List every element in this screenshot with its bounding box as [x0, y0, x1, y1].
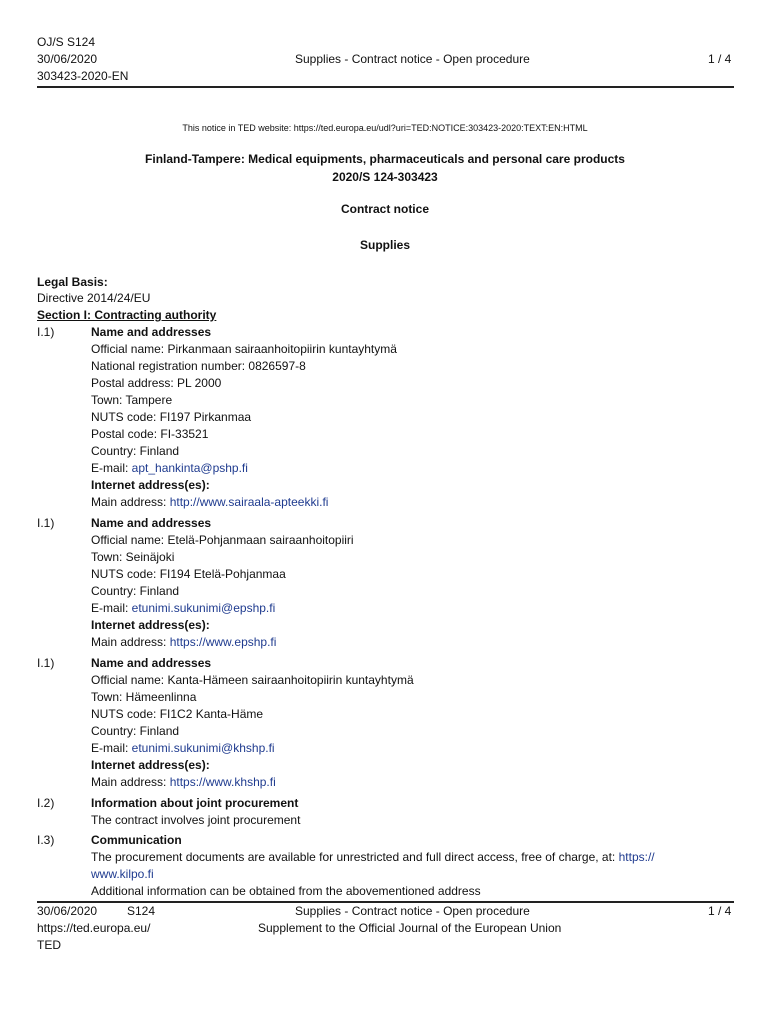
communication-num: I.3) [37, 833, 55, 847]
authority-1-town: Town: Tampere [91, 393, 173, 407]
authority-2-main-link[interactable]: https://www.epshp.fi [169, 635, 277, 649]
authority-2-official-name: Official name: Etelä-Pohjanmaan sairaanhoitopiiri [91, 533, 354, 547]
legal-basis-value: Directive 2014/24/EU [37, 291, 151, 305]
ted-notice-line [0, 123, 770, 133]
email-label: E-mail: [91, 601, 132, 615]
authority-1-num: I.1) [37, 325, 55, 339]
authority-1-postal-code: Postal code: FI-33521 [91, 427, 209, 441]
communication-url-part2[interactable]: www.kilpo.fi [91, 867, 154, 881]
notice-number: 2020/S 124-303423 [332, 170, 438, 184]
footer-supplement: Supplement to the Official Journal of the European Union [258, 921, 562, 935]
authority-1-main-line [91, 495, 328, 509]
ted-notice-prefix: This notice in TED website: [182, 123, 294, 133]
ted-notice-url[interactable]: https://ted.europa.eu/udl?uri=TED:NOTICE:303423-2020:TEXT:EN:HTML [293, 123, 588, 133]
authority-3-town: Town: Hämeenlinna [91, 690, 197, 704]
authority-1-official-name: Official name: Pirkanmaan sairaanhoitopiirin kuntayhtymä [91, 342, 397, 356]
authority-2-town: Town: Seinäjoki [91, 550, 175, 564]
footer-date: 30/06/2020 [37, 904, 98, 918]
section-title: Section I: Contracting authority [37, 308, 217, 322]
footer-ted: TED [37, 938, 61, 952]
main-address-label: Main address: [91, 495, 170, 509]
joint-num: I.2) [37, 796, 55, 810]
notice-type: Contract notice [340, 202, 429, 216]
authority-2-internet-label: Internet address(es): [91, 618, 210, 632]
authority-3-internet-label: Internet address(es): [91, 758, 210, 772]
authority-1-country: Country: Finland [91, 444, 180, 458]
footer-url[interactable]: https://ted.europa.eu/ [37, 921, 151, 935]
email-label: E-mail: [91, 461, 132, 475]
authority-1-heading: Name and addresses [91, 325, 212, 339]
authority-2-email-link[interactable]: etunimi.sukunimi@epshp.fi [131, 601, 276, 615]
authority-1-postal-address: Postal address: PL 2000 [91, 376, 222, 390]
authority-3-email-link[interactable]: etunimi.sukunimi@khshp.fi [131, 741, 275, 755]
header-rule [37, 86, 734, 88]
authority-1-reg-number: National registration number: 0826597-8 [91, 359, 306, 373]
main-address-label: Main address: [91, 775, 170, 789]
authority-3-heading: Name and addresses [91, 656, 212, 670]
header-title: Supplies - Contract notice - Open procedure [295, 52, 530, 66]
email-label: E-mail: [91, 741, 132, 755]
authority-1-main-link[interactable]: http://www.sairaala-apteekki.fi [169, 495, 329, 509]
communication-additional: Additional information can be obtained from the abovementioned address [91, 884, 481, 898]
authority-3-official-name: Official name: Kanta-Hämeen sairaanhoitopiirin kuntayhtymä [91, 673, 414, 687]
legal-basis-label: Legal Basis: [37, 275, 108, 289]
communication-heading: Communication [91, 833, 182, 847]
authority-3-main-line [91, 775, 276, 789]
contract-type: Supplies [359, 238, 410, 252]
main-address-label: Main address: [91, 635, 170, 649]
communication-text-line [91, 850, 655, 864]
header-date: 30/06/2020 [37, 52, 98, 66]
doc-number: 303423-2020-EN [37, 69, 129, 83]
communication-text: The procurement documents are available for unrestricted and full direct access, free of charge, at: [91, 850, 619, 864]
authority-3-num: I.1) [37, 656, 55, 670]
authority-2-num: I.1) [37, 516, 55, 530]
joint-text: The contract involves joint procurement [91, 813, 301, 827]
journal-issue: OJ/S S124 [37, 35, 96, 49]
authority-1-email-link[interactable]: apt_hankinta@pshp.fi [131, 461, 248, 475]
authority-1-nuts: NUTS code: FI197 Pirkanmaa [91, 410, 252, 424]
authority-2-nuts: NUTS code: FI194 Etelä-Pohjanmaa [91, 567, 286, 581]
authority-3-country: Country: Finland [91, 724, 180, 738]
footer-page: 1 / 4 [708, 904, 732, 918]
footer-issue: S124 [127, 904, 156, 918]
authority-3-main-link[interactable]: https://www.khshp.fi [169, 775, 276, 789]
communication-url-part1[interactable]: https:// [618, 850, 655, 864]
joint-heading: Information about joint procurement [91, 796, 299, 810]
authority-2-email-line [91, 601, 275, 615]
footer-rule [37, 901, 734, 903]
authority-2-heading: Name and addresses [91, 516, 212, 530]
authority-1-internet-label: Internet address(es): [91, 478, 210, 492]
authority-2-main-line [91, 635, 276, 649]
authority-3-nuts: NUTS code: FI1C2 Kanta-Häme [91, 707, 264, 721]
authority-1-email-line [91, 461, 248, 475]
authority-2-country: Country: Finland [91, 584, 180, 598]
header-page: 1 / 4 [708, 52, 732, 66]
footer-title: Supplies - Contract notice - Open procedure [295, 904, 530, 918]
notice-heading: Finland-Tampere: Medical equipments, pharmaceuticals and personal care products [145, 152, 625, 166]
authority-3-email-line [91, 741, 275, 755]
